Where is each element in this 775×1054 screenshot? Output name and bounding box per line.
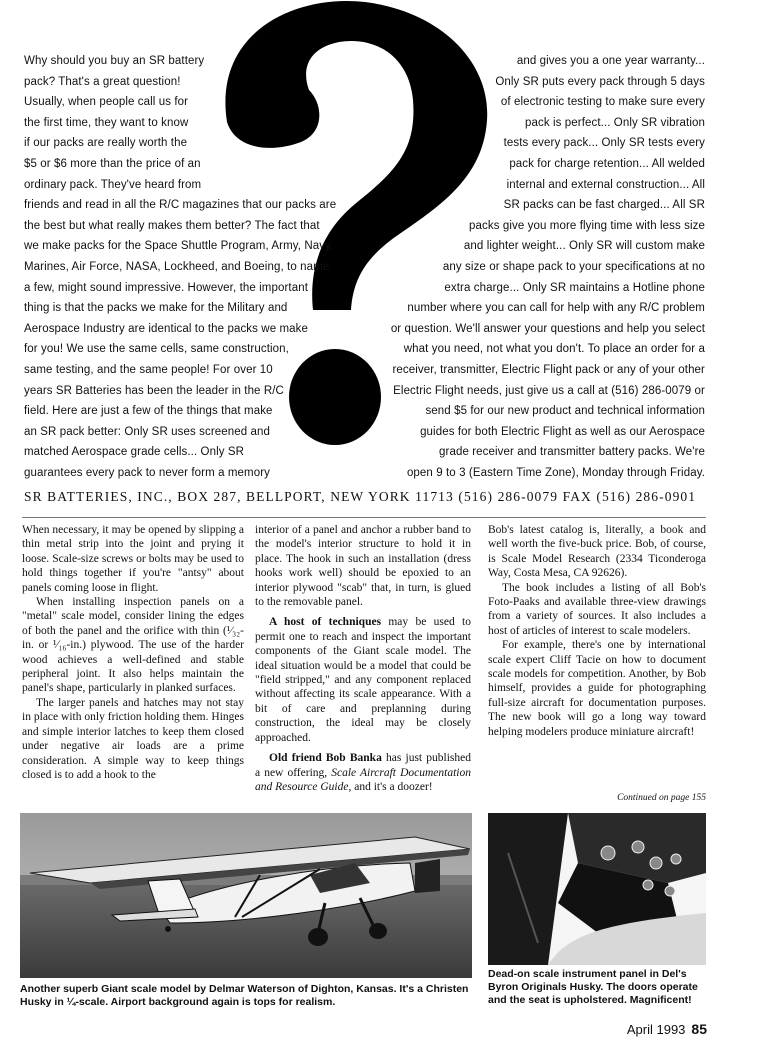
ad-text-line: receiver, transmitter, Electric Flight pack or any of your other xyxy=(392,364,705,376)
ad-text-line: Only SR puts every pack through 5 days xyxy=(495,75,705,88)
article-column-3 xyxy=(488,523,706,739)
ad-text-line: Aerospace Industry are identical to the packs we make xyxy=(24,322,309,335)
paragraph: Bob's latest catalog is, literally, a book and well worth the five-buck price. Bob, of course, is Scale Model Research (2334 Ticonderoga Way, Costa Mesa, CA 92626). xyxy=(488,524,706,580)
sr-batteries-address: SR BATTERIES, INC., BOX 287, BELLPORT, NEW YORK 11713 (516) 286-0079 FAX (516) 286-0901 xyxy=(24,489,697,504)
husky-airplane-photo xyxy=(20,813,472,978)
ad-text-line: the first time, they want to know xyxy=(24,116,189,129)
ad-text-line: grade receiver and transmitter battery packs. We're xyxy=(439,446,705,459)
ad-text-line: matched Aerospace grade cells... Only SR xyxy=(24,446,245,459)
paragraph: interior of a panel and anchor a rubber band to the model's interior structure to hold it in place. The hook in such an installation (dress hooks work well) should be epoxied to an interior plywood "scab" that, in turn, is glued to the removable panel. xyxy=(255,524,471,609)
ad-text-line: Electric Flight needs, just give us a call at (516) 286-0079 or xyxy=(393,384,705,397)
ad-text-line: pack? That's a great question! xyxy=(24,75,181,88)
ad-text-line: Marines, Air Force, NASA, Lockheed, and Boeing, to name xyxy=(24,261,330,273)
ad-text-line: any size or shape pack to your specifications at no xyxy=(442,261,705,273)
ad-text-line: SR packs can be fast charged... All SR xyxy=(503,199,705,212)
book-title: Scale Aircraft Documentation and Resource Guide, xyxy=(255,766,471,793)
photo-caption: Another superb Giant scale model by Delmar Waterson of Dighton, Kansas. It's a Christen Husky in ¼-scale. Airport background again is tops for realism. xyxy=(20,983,469,1008)
ad-text-line: we make packs for the Space Shuttle Program, Army, Navy, xyxy=(24,240,334,253)
ad-text-line: number where you can call for help with any R/C problem xyxy=(407,302,705,315)
ad-text-line: a few, might sound impressive. However, the important xyxy=(24,281,308,294)
ad-text-line: tests every pack... Only SR tests every xyxy=(503,137,705,150)
continued-note: Continued on page 155 xyxy=(617,793,706,803)
paragraph: The larger panels and hatches may not stay in place with only friction holding them. Hinges and simple interior latches to keep them closed under negative air loads are a prime consideration. A simple way to keep things closed is to add a hook to the xyxy=(22,696,244,781)
ad-text-line: packs give you more flying time with less size xyxy=(469,219,705,232)
divider xyxy=(22,517,706,518)
page-folio xyxy=(627,1021,707,1037)
ad-text-line: and gives you a one year warranty... xyxy=(516,55,705,67)
ad-text-line: or question. We'll answer your questions and help you select xyxy=(390,322,705,335)
paragraph: When installing inspection panels on a "metal" scale model, consider lining the edges of both the panel and the orifice with thin (¹⁄₃₂-in. or ¹⁄₁₆-in.) plywood. The use of the harder wood achieves a well-defined and stable peripheral joint. It also helps maintain the panel's shape, particularly in planked surfaces. xyxy=(22,596,244,695)
paragraph: Old friend Bob Banka has just published a new offering, Scale Aircraft Documentation and Resource Guide, and it's a doozer! xyxy=(255,752,472,793)
ad-text-line: the best but what really makes them better? The fact that xyxy=(24,219,320,232)
ad-text-line: extra charge... Only SR maintains a Hotline phone xyxy=(444,281,705,294)
run-in-heading: Old friend Bob Banka xyxy=(269,752,382,765)
ad-text-line: internal and external construction... All xyxy=(506,178,705,191)
paragraph: For example, there's one by international scale expert Cliff Tacie on how to document scale models for competition. Another, by Bob himself, provides a guide for photographing full-size aircraft for documentation purposes. The new book will go a long way toward helping modelers produce miniature aircraft! xyxy=(488,639,706,738)
ad-text-line: an SR pack better: Only SR uses screened and xyxy=(24,425,271,438)
article-column-1 xyxy=(22,523,244,782)
ad-text-line: guides for both Electric Flight as well as our Aerospace xyxy=(420,425,705,438)
paragraph: When necessary, it may be opened by slipping a thin metal strip into the joint and prying it loose. Scale-size screws or bolts may be used to hold things together if you're "antsy" about panels coming loose in flight. xyxy=(22,524,244,594)
ad-text-line: for you! We use the same cells, same construction, xyxy=(24,343,289,356)
ad-text-line: if our packs are really worth the xyxy=(24,137,188,150)
ad-text-line: years SR Batteries has been the leader in the R/C xyxy=(24,384,284,397)
ad-text-line: pack is perfect... Only SR vibration xyxy=(524,116,705,129)
ad-text-line: friends and read in all the R/C magazines that our packs are xyxy=(24,199,337,212)
ad-text-line: and lighter weight... Only SR will custom make xyxy=(463,240,705,253)
ad-text-line: open 9 to 3 (Eastern Time Zone), Monday through Friday. xyxy=(406,467,705,479)
question-mark-graphic xyxy=(205,0,495,472)
ad-text-line: ordinary pack. They've heard from xyxy=(24,178,202,191)
ad-text-line: field. Here are just a few of the things that make xyxy=(24,405,273,418)
sr-batteries-ad xyxy=(0,0,775,480)
ad-text-line: of electronic testing to make sure every xyxy=(500,96,705,109)
photo-caption: Dead-on scale instrument panel in Del's Byron Originals Husky. The doors operate and the seat is upholstered. Magnificent! xyxy=(488,968,698,1006)
ad-text-line: Usually, when people call us for xyxy=(24,96,189,109)
ad-text-line: pack for charge retention... All welded xyxy=(509,158,705,170)
ad-text-line: thing is that the packs we make for the Military and xyxy=(24,302,288,315)
ad-text-line: same testing, and the same people! For over 10 xyxy=(24,364,273,376)
instrument-panel-photo xyxy=(488,813,706,965)
ad-text-line: what you need, not what you don't. To place an order for a xyxy=(403,343,705,356)
article-column-2 xyxy=(255,523,471,794)
paragraph: A host of techniques may be used to permit one to reach and inspect the important components of the Giant scale model. The ideal situation would be a model that could be "field stripped," and any component replaced without affecting its scale appearance. With a bit of care and preplanning during construction, the ideal may be closely approached. xyxy=(255,616,471,744)
paragraph: The book includes a listing of all Bob's Foto-Paaks and available three-view drawings from a variety of sources. It also includes a host of articles of interest to scale modelers. xyxy=(488,581,706,637)
issue-date: April 1993 xyxy=(626,1022,686,1037)
page-number: 85 xyxy=(691,1021,707,1037)
ad-text-line: Why should you buy an SR battery xyxy=(24,55,205,67)
ad-text-line: send $5 for our new product and technical information xyxy=(425,405,705,418)
run-in-heading: A host of techniques xyxy=(269,616,382,629)
ad-text-line: $5 or $6 more than the price of an xyxy=(24,158,201,170)
ad-text-line: guarantees every pack to never form a memory xyxy=(24,467,271,479)
